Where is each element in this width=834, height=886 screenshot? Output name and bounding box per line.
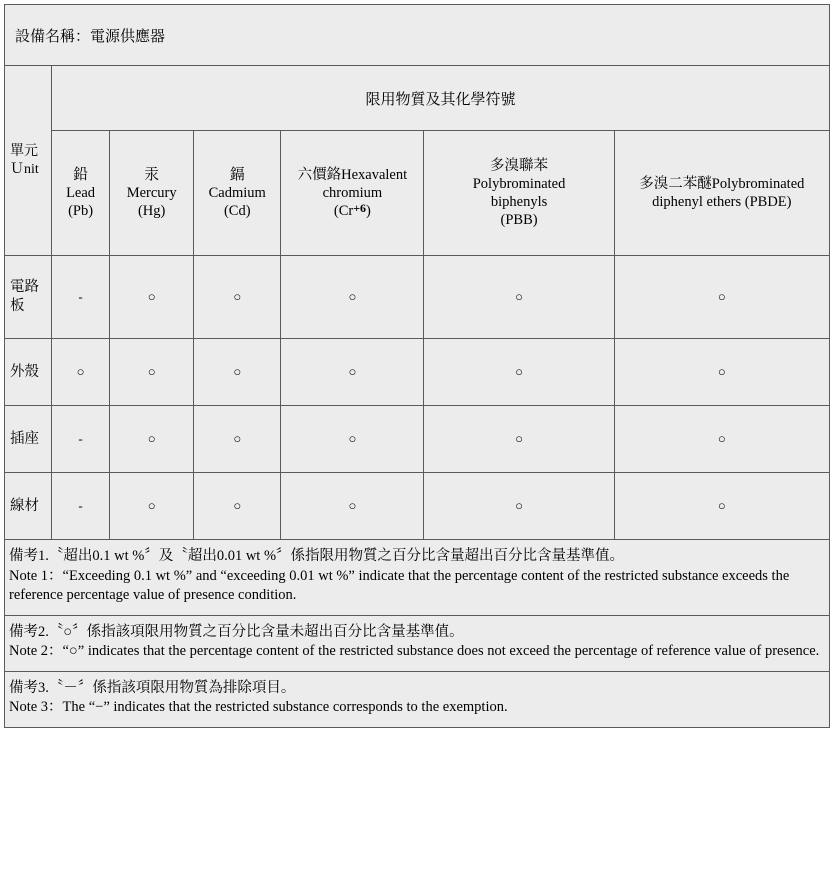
column-header-pbde — [614, 131, 829, 256]
cell-housing-lead: ○ — [52, 339, 110, 406]
row-label-wire: 線材 — [5, 473, 52, 540]
unit-header-cell — [5, 66, 52, 256]
column-header-cadmium — [194, 131, 281, 256]
equipment-name-row — [5, 5, 830, 66]
column-header-lead-symbol: (Pb) — [68, 203, 94, 220]
row-label-circuit-board: 電路板 — [5, 256, 52, 339]
cell-socket-mercury: ○ — [110, 406, 194, 473]
row-label-socket: 插座 — [5, 406, 52, 473]
note-row-1 — [5, 540, 830, 616]
cell-wire-cadmium: ○ — [194, 473, 281, 540]
equipment-name-cell: 設備名稱：電源供應器 — [5, 5, 830, 66]
column-header-cadmium-cjk: 鎘 — [229, 166, 245, 183]
note-2-en: Note 2：“○” indicates that the percentage content of the restricted substance does not exceed the percentage of reference value of presence. — [9, 643, 820, 660]
column-header-mercury-symbol: (Hg) — [137, 203, 166, 220]
column-header-chromium-symbol: $(Cr^{+6})$ — [333, 201, 371, 220]
column-header-chromium-en: chromium — [322, 184, 383, 201]
cell-housing-pbde: ○ — [614, 339, 829, 406]
cell-circuit-board-pbb: ○ — [424, 256, 614, 339]
note-3-cjk: 備考3.〝－〞係指該項限用物質為排除項目。 — [9, 679, 296, 696]
note-row-3 — [5, 671, 830, 727]
cell-socket-lead: - — [52, 406, 110, 473]
cell-wire-pbb: ○ — [424, 473, 614, 540]
cell-circuit-board-cadmium: ○ — [194, 256, 281, 339]
cell-socket-cadmium: ○ — [194, 406, 281, 473]
column-header-pbb — [424, 131, 614, 256]
table-row — [5, 339, 830, 406]
note-3 — [5, 671, 830, 727]
cell-housing-pbb: ○ — [424, 339, 614, 406]
note-3-en: Note 3：The “−” indicates that the restricted substance corresponds to the exemption. — [9, 699, 508, 716]
column-header-pbb-cjk: 多溴聯苯 — [490, 157, 549, 174]
note-2 — [5, 615, 830, 671]
note-2-cjk: 備考2.〝○〞係指該項限用物質之百分比含量未超出百分比含量基準值。 — [9, 623, 464, 640]
cell-wire-pbde: ○ — [614, 473, 829, 540]
column-header-pbb-en2: biphenyls — [490, 194, 548, 210]
cell-housing-cadmium: ○ — [194, 339, 281, 406]
substance-columns-row — [5, 131, 830, 256]
substances-header-cell: 限用物質及其化學符號 — [52, 66, 830, 131]
substances-header-row — [5, 66, 830, 131]
row-label-housing: 外殼 — [5, 339, 52, 406]
column-header-pbb-symbol: (PBB) — [500, 212, 538, 229]
table-row — [5, 406, 830, 473]
column-header-pbde-en: diphenyl ethers (PBDE) — [652, 194, 792, 210]
cell-socket-chromium: ○ — [281, 406, 424, 473]
table-row — [5, 256, 830, 339]
unit-header-cjk: 單元 — [10, 144, 38, 159]
column-header-pbde-cjk: 多溴二苯醚Polybrominated — [639, 175, 805, 192]
cell-socket-pbb: ○ — [424, 406, 614, 473]
column-header-lead-cjk: 鉛 — [73, 166, 89, 183]
cell-circuit-board-mercury: ○ — [110, 256, 194, 339]
column-header-lead-en: Lead — [66, 185, 96, 202]
column-header-cadmium-en: Cadmium — [208, 185, 266, 202]
cell-wire-lead: - — [52, 473, 110, 540]
cell-housing-mercury: ○ — [110, 339, 194, 406]
note-1-cjk: 備考1.〝超出0.1 wt %〞及〝超出0.01 wt %〞係指限用物質之百分比含量超出百分比含量基準值。 — [9, 548, 625, 564]
cell-circuit-board-chromium: ○ — [281, 256, 424, 339]
column-header-mercury — [110, 131, 194, 256]
cell-socket-pbde: ○ — [614, 406, 829, 473]
cell-circuit-board-pbde: ○ — [614, 256, 829, 339]
column-header-chromium-cjk: 六價鉻Hexavalent — [297, 166, 408, 183]
column-header-mercury-cjk: 汞 — [144, 166, 160, 183]
column-header-hexavalent-chromium — [281, 131, 424, 256]
column-header-cadmium-symbol: (Cd) — [223, 203, 251, 220]
cell-housing-chromium: ○ — [281, 339, 424, 406]
note-1 — [5, 540, 830, 616]
cell-wire-mercury: ○ — [110, 473, 194, 540]
unit-header-en: Ｕnit — [10, 161, 39, 177]
column-header-lead — [52, 131, 110, 256]
cell-circuit-board-lead: - — [52, 256, 110, 339]
note-row-2 — [5, 615, 830, 671]
chromium-superscript: +6 — [353, 201, 367, 216]
column-header-pbb-en1: Polybrominated — [472, 175, 566, 192]
cell-wire-chromium: ○ — [281, 473, 424, 540]
table-row — [5, 473, 830, 540]
rohs-table — [4, 4, 830, 728]
note-1-en: Note 1：“Exceeding 0.1 wt %” and “exceeding 0.01 wt %” indicate that the percentage content of the restricted substance exceeds the reference percentage value of presence condition. — [9, 567, 790, 604]
column-header-mercury-en: Mercury — [126, 185, 177, 202]
